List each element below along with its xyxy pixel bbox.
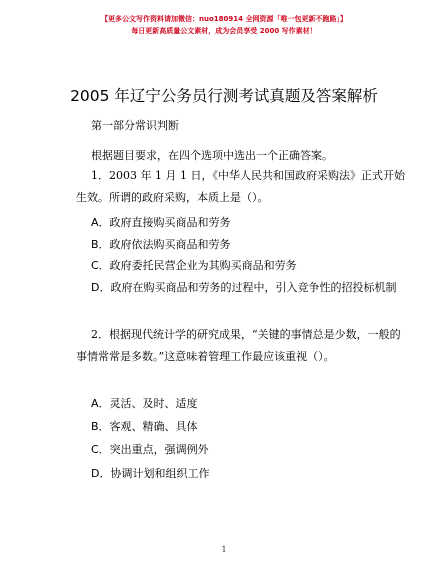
question-2-option-b: B．客观、精确、具体 xyxy=(91,420,198,433)
promo-banner xyxy=(0,13,448,37)
section-heading: 第一部分常识判断 xyxy=(91,119,179,132)
question-2-option-c: C．突出重点，强调例外 xyxy=(91,443,209,456)
question-1-option-b: B．政府依法购买商品和劳务 xyxy=(91,238,231,251)
question-2-stem: 2．根据现代统计学的研究成果，“关键的事情总是少数，一般的事情常常是多数。”这意味着管理工作最应该重视（）。 xyxy=(76,328,401,363)
instruction-text: 根据题目要求，在四个选项中选出一个正确答案。 xyxy=(91,149,333,162)
question-1-option-a: A．政府直接购买商品和劳务 xyxy=(91,216,231,229)
question-1-option-c: C．政府委托民营企业为其购买商品和劳务 xyxy=(91,259,297,272)
document-title: 2005 年辽宁公务员行测考试真题及答案解析 xyxy=(70,87,378,105)
promo-banner-line-1: 【更多公文写作资料请加微信：nuo180914 全网资源「唯一包更新不跑路」】 xyxy=(101,15,347,23)
page-number: 1 xyxy=(221,545,227,554)
question-2-option-d: D．协调计划和组织工作 xyxy=(91,467,210,480)
question-1-stem: 1．2003 年 1 月 1 日，《中华人民共和国政府采购法》正式开始生效。所谓的政府采购，本质上是（）。 xyxy=(76,169,405,204)
question-1-option-d: D．政府在购买商品和劳务的过程中，引入竞争性的招投标机制 xyxy=(91,281,397,294)
question-2-option-a: A．灵活、及时、适度 xyxy=(91,397,198,410)
promo-banner-line-2: 每日更新高质量公文素材，成为会员享受 2000 写作素材！ xyxy=(131,27,317,35)
